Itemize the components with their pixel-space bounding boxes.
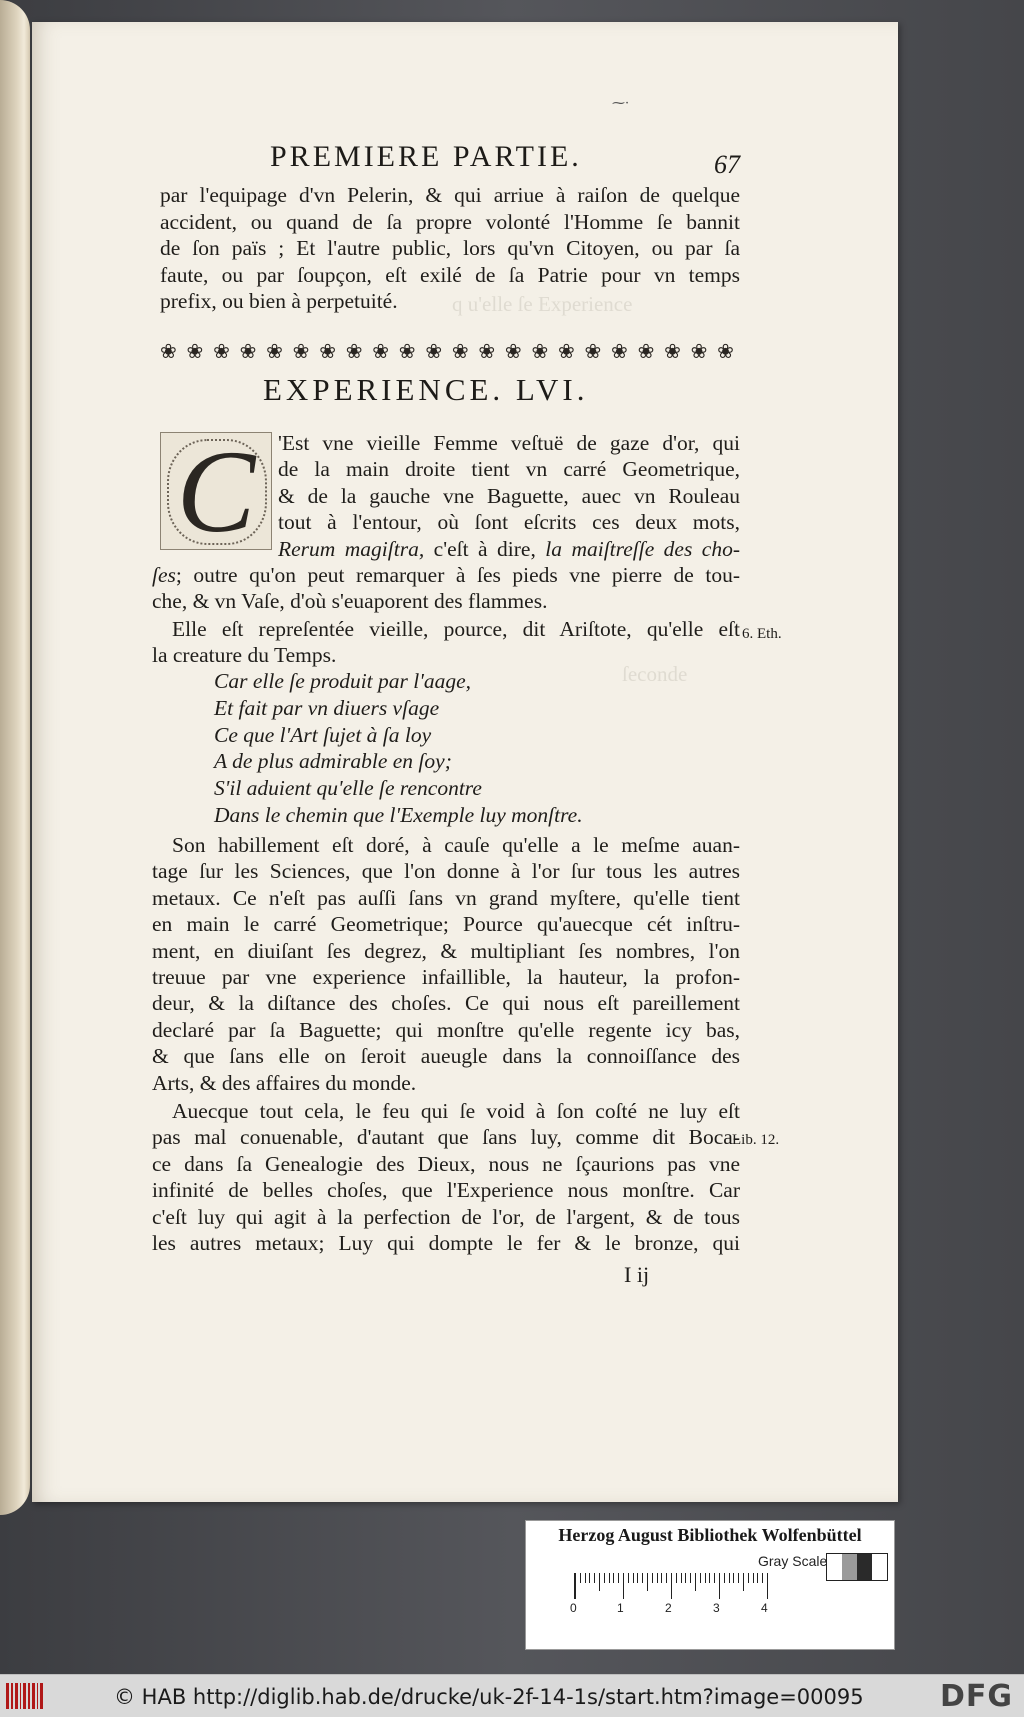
ruler-tick: [733, 1573, 734, 1583]
ruler-tick: [585, 1573, 586, 1583]
ornament-icon: ❀: [478, 339, 496, 363]
verse-line: Dans le chemin que l'Exemple luy monſtre.: [214, 802, 583, 827]
barcode-stripe: [15, 1683, 18, 1709]
verse-line: S'il aduient qu'elle ſe rencontre: [214, 776, 482, 801]
intro-paragraph: [160, 182, 740, 315]
ornament-icon: ❀: [398, 339, 416, 363]
text-line: Arts, & des affaires du monde.: [152, 1070, 417, 1095]
barcode-stripe: [28, 1683, 30, 1709]
gray-swatch: [827, 1554, 842, 1580]
ornament-divider: [160, 338, 734, 364]
barcode-stripe: [37, 1683, 38, 1709]
ruler-number: 4: [761, 1601, 768, 1615]
ruler-tick: [724, 1573, 725, 1583]
text-span: ; outre qu'on peut remarquer à ſes pieds vne pierre de tou-: [175, 563, 740, 587]
ornament-icon: ❀: [292, 339, 310, 363]
ruler-tick: [661, 1573, 662, 1583]
text-line: che, & vn Vaſe, d'où s'euaporent des flammes.: [152, 589, 548, 614]
margin-note: 6. Eth.: [742, 626, 782, 642]
text-line: [152, 562, 740, 588]
text-line: deur, & la diſtance des choſes. Ce qui nous eſt pareillement: [152, 991, 740, 1016]
ornament-icon: ❀: [717, 339, 734, 363]
color-scale-card: [525, 1520, 895, 1650]
ruler-tick: [700, 1573, 701, 1583]
ruler-tick: [628, 1573, 629, 1583]
ruler-tick: [681, 1573, 682, 1583]
text-line: Elle eſt repreſentée vieille, pource, dit Ariſtote, qu'elle eſt: [172, 617, 740, 641]
verse-line: Ce que l'Art ſujet à ſa loy: [214, 722, 432, 747]
text-line: 'Est vne vieille Femme veſtuë de gaze d'or, qui: [278, 431, 740, 455]
text-line: de ſon païs ; Et l'autre public, lors qu'vn Citoyen, ou par ſa: [160, 236, 740, 261]
ruler-tick: [753, 1573, 754, 1583]
ruler-tick: [637, 1573, 638, 1583]
ruler-tick: [671, 1573, 672, 1599]
text-span: c'eſt à dire,: [424, 536, 546, 561]
ornament-icon: ❀: [266, 339, 283, 363]
ornament-icon: ❀: [425, 339, 443, 363]
text-line: & que ſans elle on ſeroit aueugle dans la connoiſſance des: [152, 1044, 740, 1069]
text-line: tout à l'entour, où ſont eſcrits ces deux mots,: [278, 510, 740, 535]
italic-phrase: la maiſtreſſe des cho-: [545, 536, 740, 561]
ruler-tick: [623, 1573, 624, 1599]
text-line: Auecque tout cela, le feu qui ſe void à ſon coſté ne luy eſt: [172, 1099, 740, 1123]
ruler-tick: [618, 1573, 619, 1583]
text-line: ce dans ſa Genealogie des Dieux, nous ne ſçaurions pas vne: [152, 1151, 740, 1176]
barcode-stripe: [6, 1683, 9, 1709]
text-line: [278, 536, 740, 562]
ruler-number: 1: [617, 1601, 624, 1615]
ruler-tick: [690, 1573, 691, 1583]
gray-scale-label: Gray Scale: [758, 1553, 828, 1569]
gray-scale-bar: [826, 1553, 888, 1581]
ornament-icon: ❀: [637, 339, 655, 363]
ruler: [574, 1573, 771, 1599]
verse-line: Car elle ſe produit par l'aage,: [214, 669, 472, 693]
italic-phrase: ſes: [152, 563, 176, 587]
text-line: pas mal conuenable, d'autant que ſans luy, comme dit Boca-: [152, 1125, 740, 1150]
library-name: Herzog August Bibliothek Wolfenbüttel: [558, 1525, 862, 1545]
gray-swatch: [872, 1554, 887, 1580]
text-line: accident, ou quand de ſa propre volonté l'Homme ſe bannit: [160, 209, 740, 234]
ornament-icon: ❀: [584, 339, 602, 363]
text-line: infinité de belles choſes, que l'Experience nous monſtre. Car: [152, 1178, 740, 1203]
margin-note: Lib. 12.: [732, 1132, 780, 1148]
ruler-tick: [599, 1573, 600, 1591]
ruler-tick: [609, 1573, 610, 1583]
barcode-icon: [6, 1683, 48, 1709]
italic-phrase: Rerum magiſtra,: [278, 536, 425, 561]
gray-swatch: [857, 1554, 872, 1580]
text-line: faute, ou par ſoupçon, eſt exilé de ſa Patrie pour vn temps: [160, 262, 740, 287]
text-line: prefix, ou bien à perpetuité.: [160, 289, 398, 314]
text-line: les autres metaux; Luy qui dompte le fer & le bronze, qui: [152, 1231, 740, 1256]
ruler-numbers: [570, 1601, 790, 1617]
ruler-tick: [738, 1573, 739, 1583]
text-line: de la main droite tient vn carré Geometrique,: [278, 457, 740, 482]
verse-line: A de plus admirable en ſoy;: [214, 749, 452, 774]
page-number: 67: [714, 150, 740, 179]
text-line: declaré par ſa Baguette; qui monſtre qu'elle regente icy bas,: [152, 1017, 740, 1042]
ruler-tick: [705, 1573, 706, 1583]
ornament-icon: ❀: [186, 339, 204, 363]
text-line: tage ſur les Sciences, que l'on donne à l'or ſur tous les autres: [152, 859, 740, 884]
first-paragraph-dropcap: [278, 430, 740, 562]
text-line: en main le carré Geometrique; Pource qu'auecque cét inſtru-: [152, 912, 740, 937]
text-line: metaux. Ce n'eſt pas auſſi ſans vn grand myſtere, qu'elle tient: [152, 885, 740, 910]
text-line: ment, en diuiſant ſes degrez, & multipliant ſes nombres, l'on: [152, 938, 740, 963]
facing-page-edge: [0, 0, 30, 1515]
ruler-number: 3: [713, 1601, 720, 1615]
ornament-icon: ❀: [664, 339, 681, 363]
first-paragraph-rest: [152, 562, 740, 615]
ruler-tick: [652, 1573, 653, 1583]
gray-swatch: [842, 1554, 857, 1580]
ruler-tick: [633, 1573, 634, 1583]
ornament-icon: ❀: [213, 339, 230, 363]
ornament-icon: ❀: [160, 339, 177, 363]
ruler-tick: [767, 1573, 768, 1599]
drop-cap-letter: C: [176, 426, 256, 557]
ruler-tick: [589, 1573, 590, 1583]
ruler-number: 2: [665, 1601, 672, 1615]
ruler-tick: [580, 1573, 581, 1583]
ruler-tick: [666, 1573, 667, 1583]
ruler-tick: [714, 1573, 715, 1583]
barcode-stripe: [20, 1683, 21, 1709]
barcode-stripe: [11, 1683, 13, 1709]
ruler-tick: [757, 1573, 758, 1583]
running-head: PREMIERE PARTIE.: [270, 140, 582, 173]
ruler-number: 0: [570, 1601, 577, 1615]
barcode-stripe: [32, 1683, 35, 1709]
footer-bar: [0, 1674, 1024, 1717]
ruler-tick: [748, 1573, 749, 1583]
ruler-tick: [762, 1573, 763, 1583]
show-through-text: q u'elle ſe Experience: [452, 292, 633, 316]
fourth-paragraph: [152, 1098, 740, 1256]
barcode-stripe: [23, 1683, 26, 1709]
ornament-icon: ❀: [345, 339, 363, 363]
text-line: par l'equipage d'vn Pelerin, & qui arriue à raiſon de quelque: [160, 183, 740, 207]
ruler-tick: [657, 1573, 658, 1583]
drop-cap-initial: [160, 426, 272, 557]
text-line: & de la gauche vne Baguette, auec vn Rouleau: [278, 483, 740, 508]
ruler-tick: [729, 1573, 730, 1583]
verse-line: Et fait par vn diuers vſage: [214, 695, 440, 720]
ornament-icon: ❀: [239, 339, 257, 363]
ornament-icon: ❀: [451, 339, 469, 363]
catchword: I ij: [624, 1262, 650, 1287]
ruler-tick: [604, 1573, 605, 1583]
verse-block: [214, 668, 583, 829]
ruler-tick: [676, 1573, 677, 1583]
ruler-tick: [709, 1573, 710, 1583]
ornament-icon: ❀: [319, 339, 336, 363]
ruler-tick: [743, 1573, 744, 1591]
ruler-tick: [695, 1573, 696, 1591]
ornament-icon: ❀: [531, 339, 549, 363]
text-line: c'eſt luy qui agit à la perfection de l'or, de l'argent, & de tous: [152, 1204, 740, 1229]
section-heading: EXPERIENCE. LVI.: [263, 372, 589, 407]
ornament-icon: ❀: [611, 339, 628, 363]
ornament-icon: ❀: [690, 339, 708, 363]
ruler-tick: [642, 1573, 643, 1583]
barcode-stripe: [40, 1683, 43, 1709]
ruler-tick: [613, 1573, 614, 1583]
dfg-logo: DFG: [940, 1679, 1014, 1714]
ruler-tick: [594, 1573, 595, 1583]
footer-copyright-link[interactable]: © HAB http://diglib.hab.de/drucke/uk-2f-14-1s/start.htm?image=00095: [114, 1685, 864, 1709]
text-line: treuue par vne experience infaillible, la hauteur, la profon-: [152, 965, 740, 990]
top-mark: ⁓·: [612, 96, 630, 111]
ornament-icon: ❀: [557, 339, 575, 363]
ornament-icon: ❀: [372, 339, 390, 363]
text-line: Son habillement eſt doré, à cauſe qu'elle a le meſme auan-: [172, 833, 740, 857]
ruler-tick: [719, 1573, 720, 1599]
ruler-tick: [647, 1573, 648, 1591]
third-paragraph: [152, 832, 740, 1096]
second-paragraph: [152, 616, 740, 669]
show-through-text: ſeconde: [622, 662, 688, 686]
ruler-tick: [575, 1573, 576, 1599]
ornament-icon: ❀: [504, 339, 522, 363]
text-line: la creature du Temps.: [152, 643, 337, 668]
ruler-tick: [685, 1573, 686, 1583]
